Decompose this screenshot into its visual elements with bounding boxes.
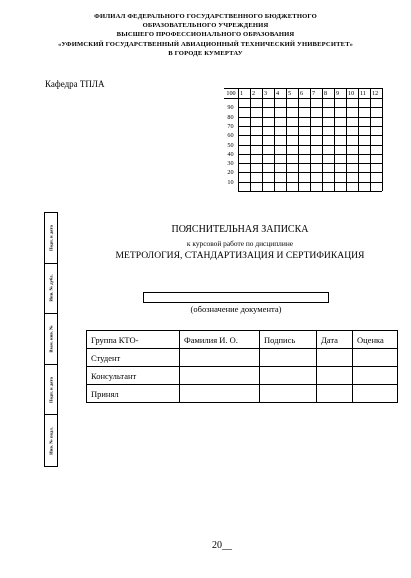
grid-percent-label: 70 — [227, 122, 234, 130]
table-cell[interactable] — [260, 367, 317, 385]
document-designation-field[interactable] — [143, 292, 329, 303]
table-cell[interactable] — [180, 385, 260, 403]
table-header-row — [87, 331, 398, 349]
institution-header — [0, 12, 411, 58]
table-cell[interactable] — [317, 349, 353, 367]
grid-column-label: 1 — [240, 90, 244, 97]
grid-column-label: 5 — [288, 90, 292, 97]
discipline-name: МЕТРОЛОГИЯ, СТАНДАРТИЗАЦИЯ И СЕРТИФИКАЦИЯ — [115, 250, 365, 261]
grid-line — [262, 88, 263, 191]
document-title: ПОЯСНИТЕЛЬНАЯ ЗАПИСКА — [171, 224, 309, 235]
binding-stamp-label: Инв. № подл. — [48, 426, 54, 455]
table-cell[interactable] — [353, 349, 398, 367]
binding-stamp-label: Подп. и дата — [48, 376, 54, 403]
table-cell[interactable] — [317, 367, 353, 385]
binding-stamp-cell — [45, 213, 57, 264]
grid-percent-label: 50 — [227, 141, 234, 149]
signature-table — [86, 330, 398, 403]
table-cell[interactable] — [180, 367, 260, 385]
column-header: Фамилия И. О. — [180, 331, 260, 349]
grid-percent-label: 20 — [227, 169, 234, 177]
grid-column-label: 3 — [264, 90, 268, 97]
grid-line — [310, 88, 311, 191]
binding-stamp-cell — [45, 365, 57, 416]
table-row — [87, 349, 398, 367]
document-designation-caption: (обозначение документа) — [190, 304, 282, 314]
grid-line — [274, 88, 275, 191]
header-line: ВЫСШЕГО ПРОФЕССИОНАЛЬНОГО ОБРАЗОВАНИЯ — [116, 31, 295, 39]
table-row — [87, 385, 398, 403]
grid-line — [238, 191, 382, 192]
document-subtitle: к курсовой работе по дисциплине — [186, 239, 294, 248]
table-cell[interactable] — [353, 367, 398, 385]
grid-column-label: 12 — [372, 90, 379, 97]
grid-column-label: 9 — [336, 90, 340, 97]
grid-column-label: 8 — [324, 90, 328, 97]
grid-column-label: 6 — [300, 90, 304, 97]
table-row — [87, 367, 398, 385]
grid-column-label: 4 — [276, 90, 280, 97]
binding-stamp-cell — [45, 415, 57, 466]
grid-column-label: 7 — [312, 90, 316, 97]
department-label: Кафедра ТПЛА — [45, 79, 105, 89]
grid-percent-label: 90 — [227, 104, 234, 112]
progress-grid — [224, 88, 382, 191]
binding-stamp-cell — [45, 314, 57, 365]
binding-stamp-label: Подп. и дата — [48, 224, 54, 251]
grid-column-label: 100 — [226, 90, 236, 97]
header-line: «УФИМСКИЙ ГОСУДАРСТВЕННЫЙ АВИАЦИОННЫЙ ТЕХНИЧЕСКИЙ УНИВЕРСИТЕТ» — [57, 40, 354, 48]
column-header: Группа КТО- — [87, 331, 180, 349]
grid-percent-label: 40 — [227, 150, 234, 158]
binding-stamp-label: Инв. № дубл. — [48, 274, 54, 303]
page-number: 20__ — [212, 540, 232, 551]
column-header: Оценка — [353, 331, 398, 349]
column-header: Подпись — [260, 331, 317, 349]
grid-percent-label: 10 — [227, 178, 234, 186]
row-label: Студент — [87, 349, 180, 367]
grid-percent-label: 80 — [227, 113, 234, 121]
grid-line — [286, 88, 287, 191]
grid-percent-label: 30 — [227, 160, 234, 168]
grid-line — [298, 88, 299, 191]
binding-stamp — [44, 212, 58, 467]
grid-column-label: 10 — [348, 90, 355, 97]
grid-line — [382, 88, 383, 191]
row-label: Принял — [87, 385, 180, 403]
row-label: Консультант — [87, 367, 180, 385]
table-cell[interactable] — [260, 349, 317, 367]
grid-line — [346, 88, 347, 191]
grid-line — [358, 88, 359, 191]
header-line: В ГОРОДЕ КУМЕРТАУ — [168, 49, 243, 57]
header-line: ФИЛИАЛ ФЕДЕРАЛЬНОГО ГОСУДАРСТВЕННОГО БЮДЖЕТНОГО — [94, 13, 317, 20]
table-cell[interactable] — [353, 385, 398, 403]
grid-line — [238, 88, 239, 191]
binding-stamp-label: Взам. инв. № — [48, 325, 54, 353]
table-cell[interactable] — [180, 349, 260, 367]
table-cell[interactable] — [260, 385, 317, 403]
grid-column-label: 11 — [360, 90, 366, 97]
column-header: Дата — [317, 331, 353, 349]
grid-percent-label: 60 — [227, 132, 234, 140]
grid-line — [334, 88, 335, 191]
grid-line — [322, 88, 323, 191]
grid-line — [370, 88, 371, 191]
grid-line — [250, 88, 251, 191]
table-cell[interactable] — [317, 385, 353, 403]
grid-column-label: 2 — [252, 90, 256, 97]
binding-stamp-cell — [45, 264, 57, 315]
header-line: ОБРАЗОВАТЕЛЬНОГО УЧРЕЖДЕНИЯ — [142, 22, 269, 30]
